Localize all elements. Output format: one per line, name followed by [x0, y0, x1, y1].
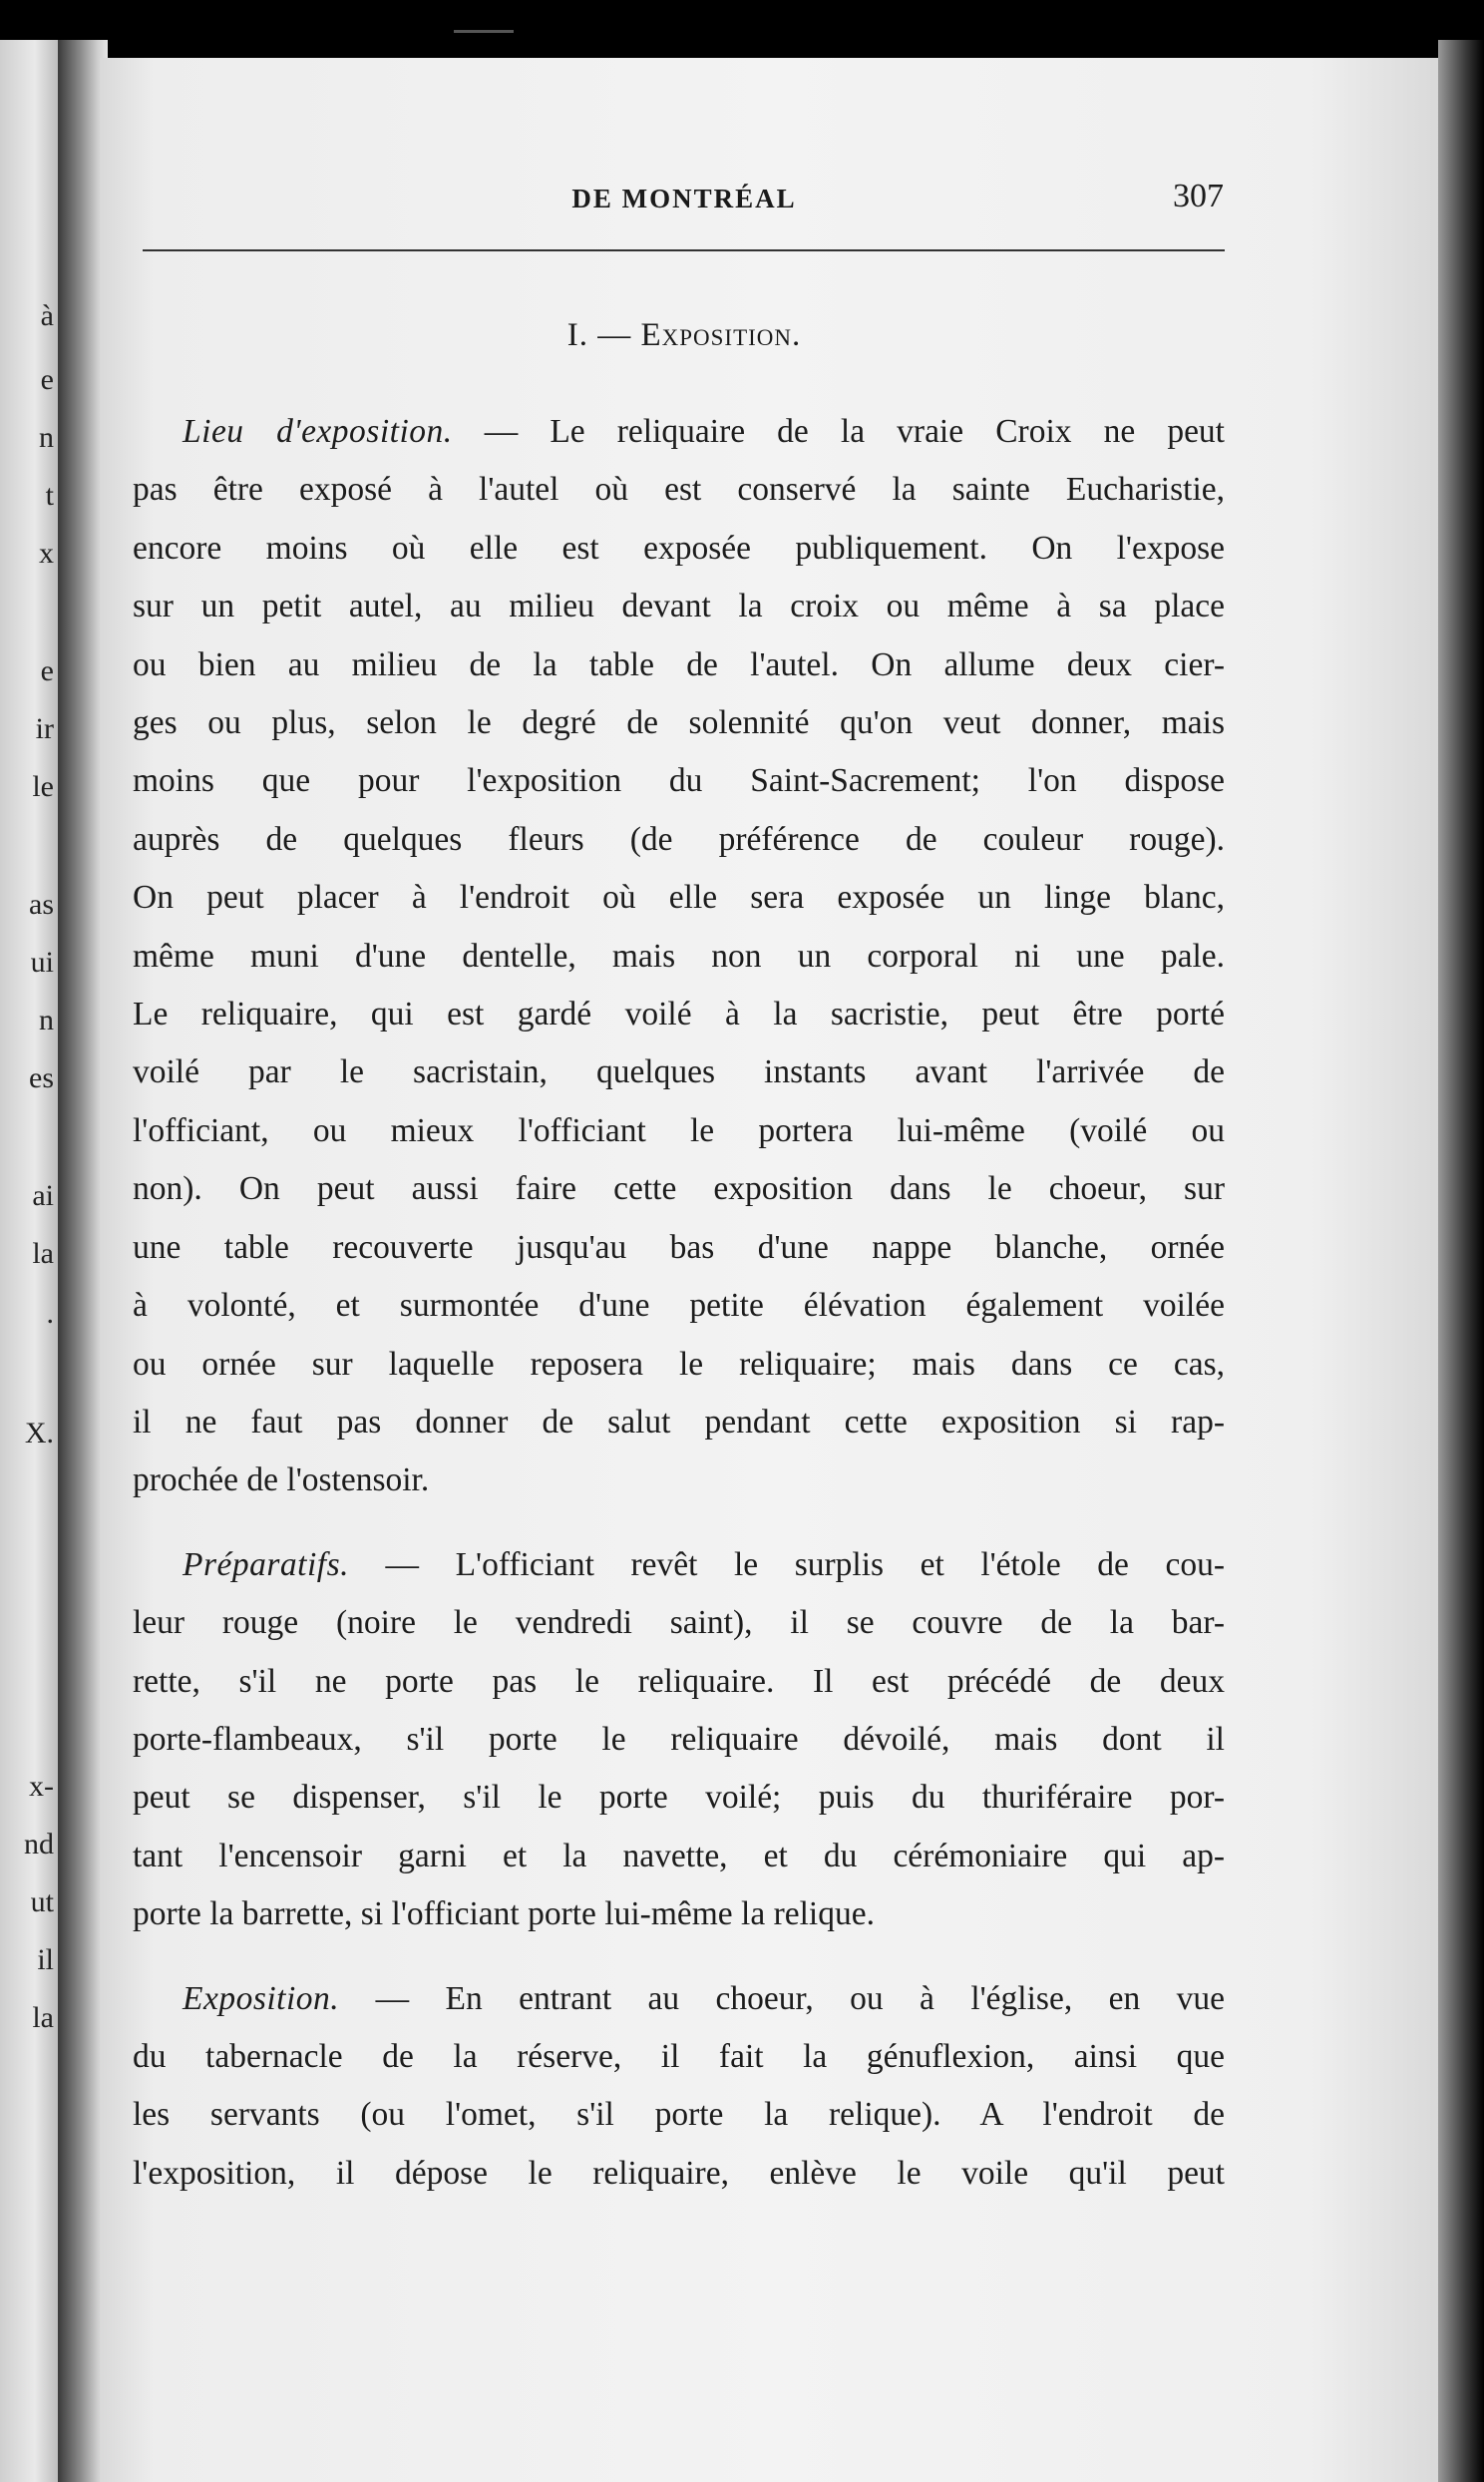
paragraph-lead: Préparatifs. — [183, 1545, 349, 1583]
text-line: ges ou plus, selon le degré de solennité qu'on veut donner, mais — [133, 704, 1225, 742]
paragraph-lieu-exposition — [133, 403, 1225, 1510]
left-fragment: as — [29, 888, 54, 921]
text-line: rette, s'il ne porte pas le reliquaire. Il est précédé de deux — [133, 1662, 1225, 1700]
left-fragment: e — [40, 654, 54, 687]
text-line: porte la barrette, si l'officiant porte lui-même la relique. — [133, 1895, 875, 1933]
left-fragment: x — [39, 537, 54, 570]
text-line: encore moins où elle est exposée publiquement. On l'expose — [133, 529, 1225, 567]
text-line: non). On peut aussi faire cette exposition dans le choeur, sur — [133, 1170, 1225, 1208]
text-line: peut se dispenser, s'il le porte voilé; puis du thuriféraire por- — [133, 1779, 1225, 1817]
text-line: pas être exposé à l'autel où est conservé la sainte Eucharistie, — [133, 471, 1225, 509]
left-page-edge — [0, 40, 58, 2482]
text-line: Préparatifs. — L'officiant revêt le surplis et l'étole de cou- — [183, 1545, 1225, 1583]
text-line: à volonté, et surmontée d'une petite élévation également voilée — [133, 1287, 1225, 1325]
left-fragment: ut — [30, 1885, 54, 1918]
page-number: 307 — [1173, 178, 1224, 214]
text-line: On peut placer à l'endroit où elle sera exposée un linge blanc, — [133, 879, 1225, 917]
left-fragment: . — [46, 1297, 54, 1330]
paragraph-exposition — [133, 1970, 1225, 2204]
text-line: une table recouverte jusqu'au bas d'une nappe blanche, ornée — [133, 1228, 1225, 1266]
body-text — [133, 403, 1225, 2203]
left-fragment: t — [45, 479, 54, 512]
text-line: même muni d'une dentelle, mais non un corporal ni une pale. — [133, 937, 1225, 975]
text-line: du tabernacle de la réserve, il fait la génuflexion, ainsi que — [133, 2037, 1225, 2075]
left-fragment: la — [32, 1237, 54, 1270]
left-fragment: ui — [30, 946, 54, 979]
text-line: porte-flambeaux, s'il porte le reliquaire dévoilé, mais dont il — [133, 1720, 1225, 1758]
text-line: ou ornée sur laquelle reposera le reliquaire; mais dans ce cas, — [133, 1345, 1225, 1383]
text-line: Exposition. — En entrant au choeur, ou à l'église, en vue — [183, 1979, 1225, 2017]
left-fragment: à — [40, 299, 54, 332]
text-line: ou bien au milieu de la table de l'autel. On allume deux cier- — [133, 645, 1225, 683]
scan-mark — [454, 0, 514, 33]
text-line: l'exposition, il dépose le reliquaire, enlève le voile qu'il peut — [133, 2154, 1225, 2192]
running-title: DE MONTRÉAL — [571, 184, 797, 213]
text-line: Le reliquaire, qui est gardé voilé à la sacristie, peut être porté — [133, 996, 1225, 1034]
left-fragment: x- — [29, 1770, 54, 1803]
left-fragment: la — [32, 2001, 54, 2034]
left-fragment: nd — [24, 1828, 54, 1861]
text-line: Lieu d'exposition. — Le reliquaire de la vraie Croix ne peut — [183, 413, 1225, 450]
text-line: l'officiant, ou mieux l'officiant le portera lui-même (voilé ou — [133, 1111, 1225, 1149]
text-line: il ne faut pas donner de salut pendant cette exposition si rap- — [133, 1403, 1225, 1441]
left-fragment: ai — [32, 1179, 54, 1212]
paragraph-lead: Exposition. — [183, 1979, 340, 2017]
page-header — [145, 178, 1224, 227]
text-line: les servants (ou l'omet, s'il porte la relique). A l'endroit de — [133, 2096, 1225, 2134]
left-fragment: n — [39, 1004, 54, 1036]
left-fragment: ir — [35, 712, 54, 745]
right-edge-shadow — [1438, 40, 1484, 2482]
paragraph-preparatifs — [133, 1536, 1225, 1944]
left-fragment: es — [29, 1061, 54, 1094]
text-line: voilé par le sacristain, quelques instants avant l'arrivée de — [133, 1053, 1225, 1091]
left-fragment: il — [37, 1943, 54, 1976]
text-line: moins que pour l'exposition du Saint-Sacrement; l'on dispose — [133, 762, 1225, 800]
section-heading: I. — Exposition. — [566, 317, 802, 353]
left-fragment: e — [40, 363, 54, 396]
text-line: auprès de quelques fleurs (de préférence de couleur rouge). — [133, 820, 1225, 858]
text-line: leur rouge (noire le vendredi saint), il se couvre de la bar- — [133, 1604, 1225, 1642]
text-line: tant l'encensoir garni et la navette, et du cérémoniaire qui ap- — [133, 1837, 1225, 1874]
left-fragment: le — [32, 770, 54, 803]
paragraph-lead: Lieu d'exposition. — [183, 413, 453, 450]
left-fragment: X. — [24, 1417, 54, 1449]
header-rule — [143, 249, 1225, 251]
left-fragment: n — [39, 421, 54, 454]
text-line: prochée de l'ostensoir. — [133, 1461, 430, 1499]
text-line: sur un petit autel, au milieu devant la croix ou même à sa place — [133, 588, 1225, 625]
